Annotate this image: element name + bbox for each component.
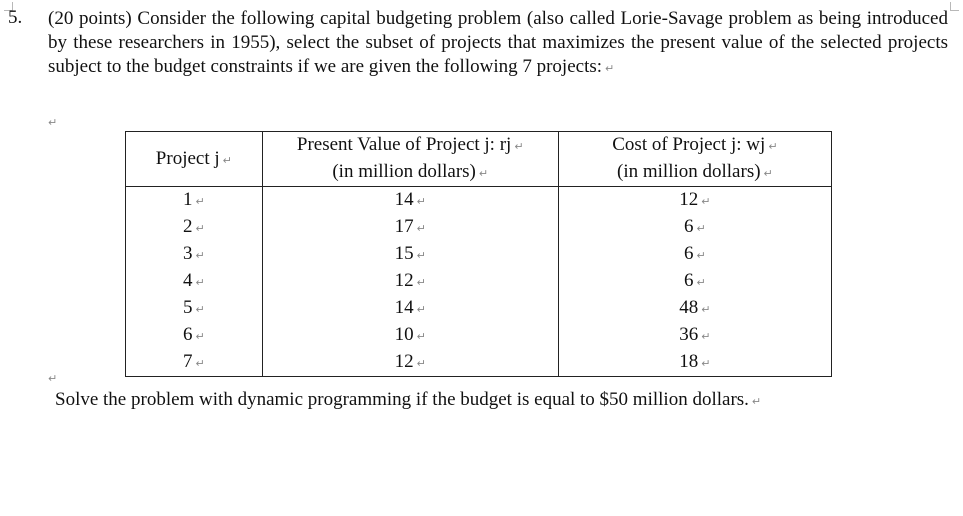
paragraph-mark-icon: ↵ [48, 116, 58, 129]
table-row [126, 322, 832, 349]
cell-cost: 36 ↵ [558, 322, 831, 349]
table-row [126, 268, 832, 295]
page-corner-mark-right [950, 2, 959, 11]
problem-paragraph [48, 4, 948, 81]
cell-pv: 12 ↵ [262, 349, 558, 377]
problem-statement [8, 4, 948, 81]
paragraph-mark-icon: ↵ [751, 395, 762, 408]
table-row [126, 241, 832, 268]
header-cost: Cost of Project j: wj ↵ (in million dollars) ↵ [558, 132, 831, 187]
cell-pv: 12 ↵ [262, 268, 558, 295]
cell-pv: 10 ↵ [262, 322, 558, 349]
problem-number: 5. [8, 7, 23, 28]
table-row [126, 295, 832, 322]
cell-pv: 14 ↵ [262, 187, 558, 215]
cell-cost: 6 ↵ [558, 241, 831, 268]
cell-cost: 12 ↵ [558, 187, 831, 215]
cell-pv: 14 ↵ [262, 295, 558, 322]
cell-cost: 6 ↵ [558, 214, 831, 241]
header-present-value: Present Value of Project j: rj ↵ (in million dollars) ↵ [262, 132, 558, 187]
solve-instruction: Solve the problem with dynamic programming if the budget is equal to $50 million dollars. ↵ [55, 389, 762, 410]
cell-project: 5 ↵ [126, 295, 263, 322]
cell-pv: 15 ↵ [262, 241, 558, 268]
cell-project: 4 ↵ [126, 268, 263, 295]
table-row [126, 187, 832, 215]
table-header-row [126, 132, 832, 187]
cell-project: 1 ↵ [126, 187, 263, 215]
paragraph-mark-icon: ↵ [48, 372, 58, 385]
projects-table [125, 131, 832, 377]
problem-text: (20 points) Consider the following capital budgeting problem (also called Lorie-Savage problem as being introduced by these researchers in 1955), select the subset of projects that maximizes the present value of the selected projects subject to the budget constraints if we are given the following 7 projects: [48, 8, 948, 77]
cell-cost: 6 ↵ [558, 268, 831, 295]
cell-project: 2 ↵ [126, 214, 263, 241]
cell-cost: 48 ↵ [558, 295, 831, 322]
header-project: Project j ↵ [126, 132, 263, 187]
cell-project: 3 ↵ [126, 241, 263, 268]
paragraph-mark-icon: ↵ [605, 62, 615, 75]
cell-project: 6 ↵ [126, 322, 263, 349]
cell-pv: 17 ↵ [262, 214, 558, 241]
cell-project: 7 ↵ [126, 349, 263, 377]
table-row [126, 349, 832, 377]
cell-cost: 18 ↵ [558, 349, 831, 377]
table-row [126, 214, 832, 241]
